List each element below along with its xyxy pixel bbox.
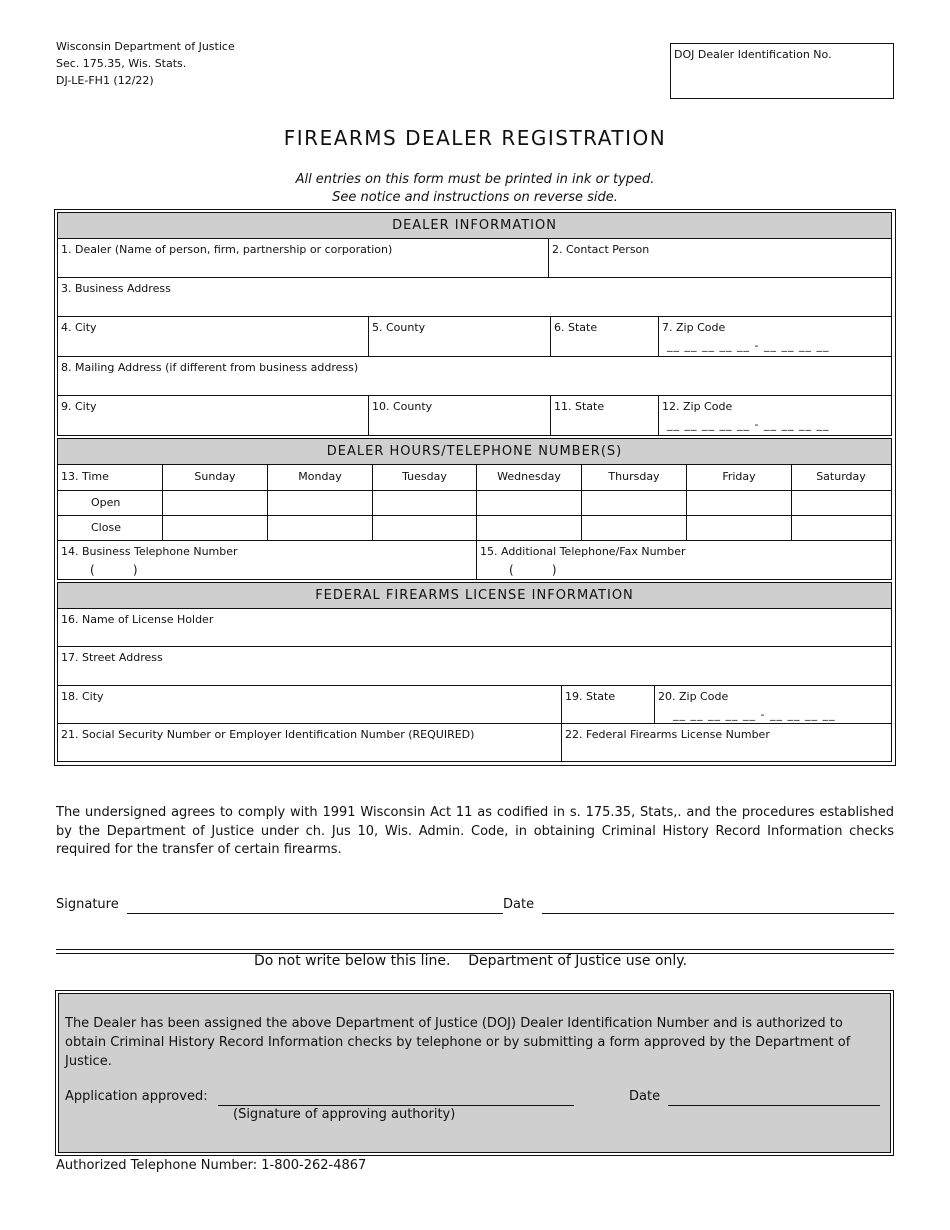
open-hours-cell[interactable] [267,491,372,515]
day-header: Monday [267,465,372,490]
open-hours-cell[interactable] [791,491,890,515]
row-business-address [57,278,892,317]
dealer-id-field[interactable] [670,43,894,99]
approval-signature-line[interactable] [218,1105,574,1106]
open-hours-cell[interactable] [581,491,686,515]
field-contact-person[interactable]: 2. Contact Person [548,239,890,277]
zip-placeholder: __ __ __ __ __ - __ __ __ __ [673,708,836,721]
field-city[interactable]: 4. City [61,321,97,334]
approval-date-line[interactable] [668,1105,880,1106]
form-header [56,38,235,89]
field-license-holder[interactable]: 16. Name of License Holder [61,613,214,626]
row-business-city [57,317,892,357]
section-ffl-information: FEDERAL FIREARMS LICENSE INFORMATION [57,582,892,609]
close-hours-cell[interactable] [162,516,267,540]
approving-authority-caption: (Signature of approving authority) [233,1107,456,1122]
field-mailing-zip[interactable]: 12. Zip Code __ __ __ __ __ - __ __ __ __ [658,396,890,435]
close-label: Close [91,521,121,534]
open-hours-cell[interactable] [162,491,267,515]
date-line[interactable] [542,913,894,914]
row-street-address [57,647,892,686]
field-county[interactable]: 5. County [368,317,550,356]
open-label: Open [91,496,121,509]
row-mailing-address [57,357,892,396]
field-business-address[interactable]: 3. Business Address [61,282,171,295]
time-label: 13. Time [61,470,109,483]
instruction-line-2: See notice and instructions on reverse side. [332,190,618,205]
section-dealer-information: DEALER INFORMATION [57,212,892,239]
close-hours-cell[interactable] [267,516,372,540]
day-header: Tuesday [372,465,476,490]
authorized-telephone: Authorized Telephone Number: 1-800-262-4867 [56,1158,367,1173]
close-hours-cell[interactable] [791,516,890,540]
field-mailing-city[interactable]: 9. City [61,400,97,413]
signature-line[interactable] [127,913,503,914]
close-hours-cell[interactable] [476,516,581,540]
row-mailing-city [57,396,892,436]
row-telephone [57,541,892,580]
day-header: Sunday [162,465,267,490]
field-street-address[interactable]: 17. Street Address [61,651,163,664]
day-header: Friday [686,465,791,490]
field-additional-telephone[interactable]: 15. Additional Telephone/Fax Number ( ) [476,541,890,579]
field-dealer-name[interactable]: 1. Dealer (Name of person, firm, partnership or corporation) [61,243,393,256]
open-hours-cell[interactable] [476,491,581,515]
agency-name: Wisconsin Department of Justice [56,40,235,53]
open-hours-cell[interactable] [686,491,791,515]
day-header: Wednesday [476,465,581,490]
field-zip-code[interactable]: 7. Zip Code __ __ __ __ __ - __ __ __ __ [658,317,890,356]
field-ffl-zip[interactable]: 20. Zip Code __ __ __ __ __ - __ __ __ __ [654,686,890,723]
zip-placeholder: __ __ __ __ __ - __ __ __ __ [667,418,830,431]
date-label: Date [503,897,535,912]
field-state[interactable]: 6. State [550,317,658,356]
do-not-write-notice: Do not write below this line. Department of Justice use only. [254,953,688,969]
area-code-parens: ( ) [90,563,138,577]
area-code-parens: ( ) [509,563,557,577]
page-title: FIREARMS DEALER REGISTRATION [283,126,667,150]
dealer-id-label: DOJ Dealer Identification No. [674,48,832,61]
row-open-hours [57,491,892,516]
signature-label: Signature [56,897,119,912]
row-close-hours [57,516,892,541]
form-number: DJ-LE-FH1 (12/22) [56,74,154,87]
agreement-text: The undersigned agrees to comply with 1991 Wisconsin Act 11 as codified in s. 175.35, Stats,. and the procedures established by the Department of Justice under ch. Jus 10, Wis. Admin. Code, in obtaining Criminal History Record Information checks required for the transfer of certain firearms. [56,805,894,857]
field-mailing-state[interactable]: 11. State [550,396,658,435]
row-license-holder [57,609,892,647]
official-use-box [58,993,891,1153]
close-hours-cell[interactable] [581,516,686,540]
close-hours-cell[interactable] [686,516,791,540]
row-hours-days [57,465,892,491]
field-business-telephone[interactable]: 14. Business Telephone Number ( ) [61,545,238,577]
approval-date-label: Date [629,1089,661,1104]
section-dealer-hours: DEALER HOURS/TELEPHONE NUMBER(S) [57,438,892,465]
statute-ref: Sec. 175.35, Wis. Stats. [56,57,187,70]
field-ffl-state[interactable]: 19. State [561,686,654,723]
close-hours-cell[interactable] [372,516,476,540]
field-ffl-city[interactable]: 18. City [61,690,104,703]
open-hours-cell[interactable] [372,491,476,515]
instruction-line-1: All entries on this form must be printed in ink or typed. [295,172,655,187]
zip-placeholder: __ __ __ __ __ - __ __ __ __ [667,339,830,352]
field-ssn-ein[interactable]: 21. Social Security Number or Employer Identification Number (REQUIRED) [61,728,475,741]
day-header: Saturday [791,465,890,490]
approved-label: Application approved: [65,1089,208,1104]
row-ffl-city [57,686,892,724]
row-dealer-contact [57,239,892,278]
official-text: The Dealer has been assigned the above Department of Justice (DOJ) Dealer Identification Number and is authorized to obtain Criminal History Record Information checks by telephone or by submitting a form approved by the Department of Justice. [65,1016,851,1069]
row-ssn-ffl [57,724,892,762]
day-header: Thursday [581,465,686,490]
field-ffl-number[interactable]: 22. Federal Firearms License Number [561,724,890,761]
field-mailing-county[interactable]: 10. County [368,396,550,435]
field-mailing-address[interactable]: 8. Mailing Address (if different from business address) [61,361,359,374]
